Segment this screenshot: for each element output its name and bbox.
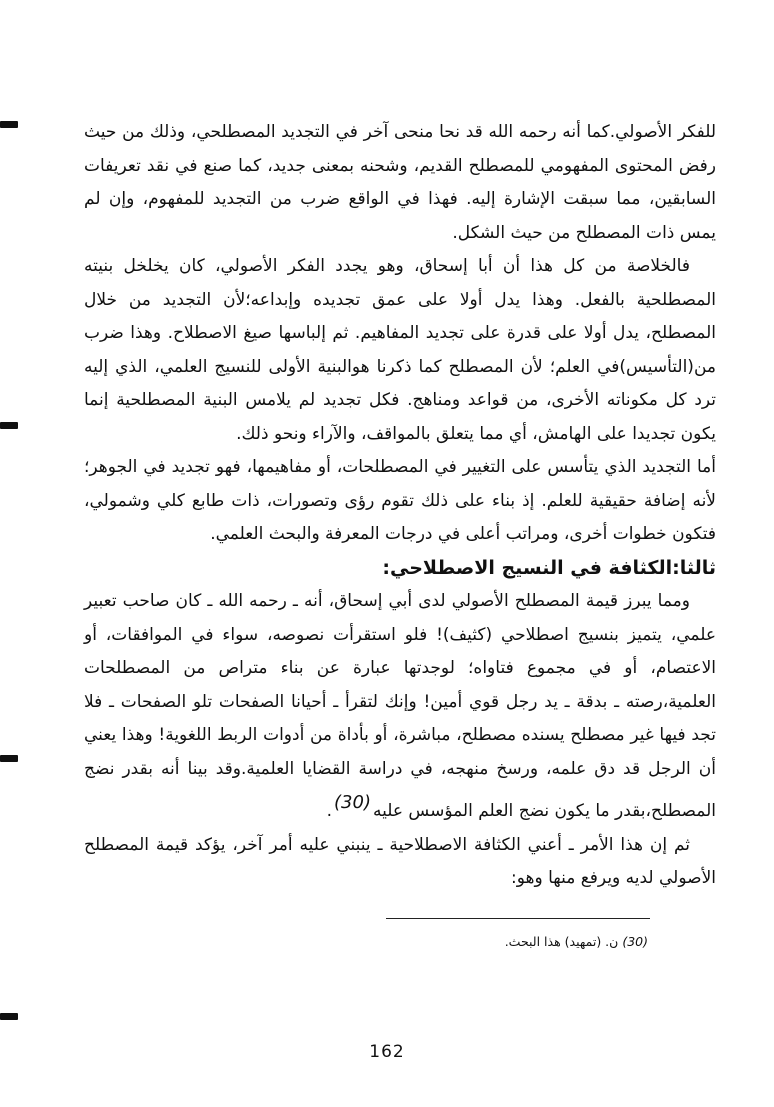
page-number: 162 [369,1042,405,1062]
paragraph-1: للفكر الأصولي.كما أنه رحمه الله قد نحا منحى آخر في التجديد المصطلحي، وذلك من حيث رفض المحتوى المفهومي للمصطلح القديم، وشحنه بمعنى جديد، كما صنع في نقد تعريفات السابقين، مما سبقت الإشارة إليه. فهذا في الواقع ضرب من التجديد للمفهوم، وإن لم يمس ذات المصطلح من حيث الشكل. [84,122,716,243]
body-text [84,116,716,896]
footnote-number: (30) [622,934,648,949]
paragraph-5: ثم إن هذا الأمر ـ أعني الكثافة الاصطلاحية ـ ينبني عليه أمر آخر، يؤكد قيمة المصطلح الأصولي لديه ويرفع منها وهو: [84,834,716,888]
paragraph-2: فالخلاصة من كل هذا أن أبا إسحاق، وهو يجدد الفكر الأصولي، كان يخلخل بنيته المصطلحية بالفعل. وهذا يدل أولا على عمق تجديده وإبداعه؛لأن التجديد من خلال المصطلح، يدل أولا على قدرة على تجديد المفاهيم. ثم إلباسها صيغ الاصطلاح. وهذا ضرب من(التأسيس)في العلم؛ لأن المصطلح كما ذكرنا هوالبنية الأولى للنسيج العلمي، الذي إليه ترد كل مكوناته الأخرى، من قواعد ومناهج. فكل تجديد لم يلامس البنية المصطلحية إنما يكون تجديدا على الهامش، أي مما يتعلق بالمواقف، والآراء ونحو ذلك. [84,256,716,444]
left-margin-mark [0,1013,18,1020]
paragraph-4 [84,585,716,829]
left-margin-mark [0,121,18,128]
footnote-reference[interactable]: (30) [334,792,371,813]
paragraph-4-end: . [326,801,333,821]
left-margin-mark [0,422,18,429]
footnote [505,934,648,949]
left-margin-mark [0,755,18,762]
paragraph-4-text: ومما يبرز قيمة المصطلح الأصولي لدى أبي إسحاق، أنه ـ رحمه الله ـ كان صاحب تعبير علمي، يتميز بنسيج اصطلاحي (كثيف)! فلو استقرأت نصوصه، سواء في الموافقات، أو الاعتصام، أو في مجموع فتاواه؛ لوجدتها عبارة عن بناء متراص من المصطلحات العلمية،رصته ـ بدقة ـ يد رجل قوي أمين! وإنك لتقرأ ـ أحيانا الصفحات تلو الصفحات ـ فلا تجد فيها غير مصطلح يسنده مصطلح، مباشرة، أو بأداة من أدوات الربط اللغوية! وهذا يعني أن الرجل قد دق علمه، ورسخ منهجه، في دراسة القضايا العلمية.وقد بينا أنه بقدر نضج المصطلح،بقدر ما يكون نضج العلم المؤسس عليه [84,591,716,821]
paragraph-3: أما التجديد الذي يتأسس على التغيير في المصطلحات، أو مفاهيمها، فهو تجديد في الجوهر؛ لأنه إضافة حقيقية للعلم. إذ بناء على ذلك تقوم رؤى وتصورات، ذات طابع كلي وشمولي، فتكون خطوات أخرى، ومراتب أعلى في درجات المعرفة والبحث العلمي. [84,457,716,544]
section-heading: ثالثا:الكثافة في النسيج الاصطلاحي: [382,556,716,579]
footnote-separator [386,918,650,919]
footnote-text: ن. (تمهيد) هذا البحث. [504,934,619,949]
